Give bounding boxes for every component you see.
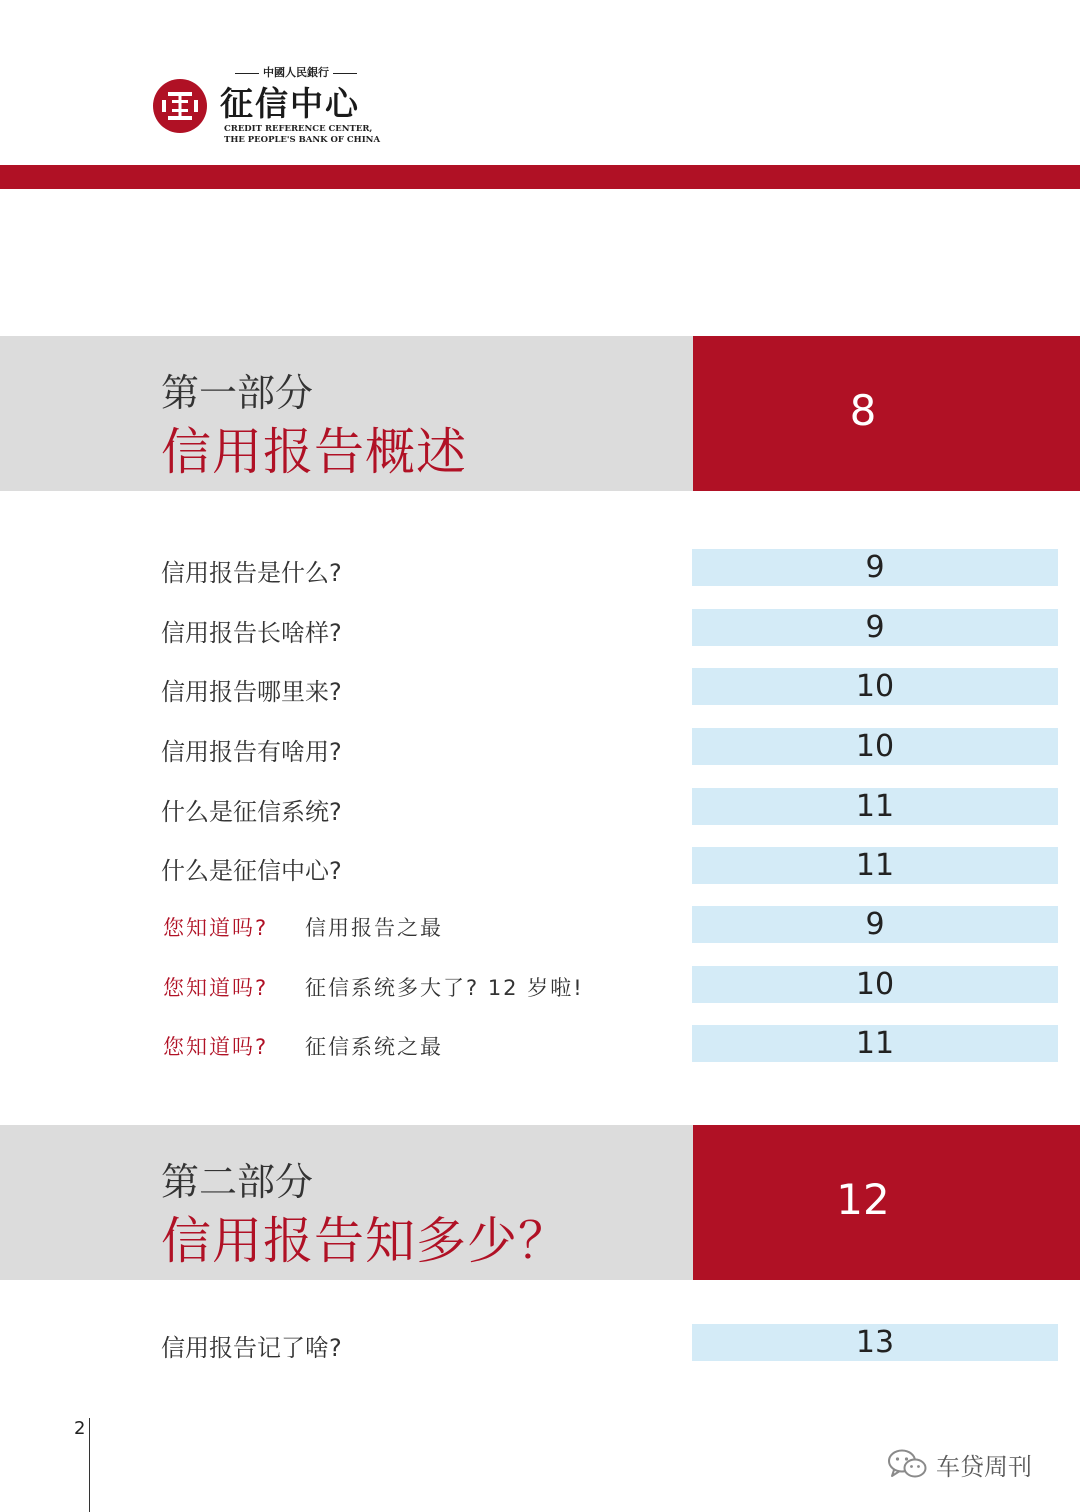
- toc-row-label: 信用报告之最: [305, 916, 443, 940]
- watermark: [886, 1446, 1032, 1482]
- toc-row-page: 11: [692, 847, 1058, 884]
- toc-row-page: 9: [692, 906, 1058, 943]
- section-1-header[interactable]: [0, 336, 1080, 491]
- toc-row-label: 信用报告长啥样?: [161, 619, 342, 647]
- toc-row-label: 信用报告有啥用?: [161, 738, 342, 766]
- page-number: 2: [74, 1418, 86, 1439]
- toc-did-you-know-row-3[interactable]: [0, 1025, 1080, 1065]
- did-you-know-label: 您知道吗?: [163, 916, 269, 940]
- section-1-title: 信用报告概述: [161, 423, 467, 481]
- wechat-icon: [886, 1447, 928, 1481]
- credit-center-logo-icon: [152, 78, 208, 134]
- toc-row-label: 征信系统多大了? 12 岁啦!: [305, 976, 584, 1000]
- logo: [152, 62, 382, 152]
- toc-row-page: 11: [692, 788, 1058, 825]
- toc-row-1-5[interactable]: [0, 788, 1080, 828]
- toc-row-label: 信用报告记了啥?: [161, 1334, 342, 1362]
- section-2-part-label: 第二部分: [161, 1160, 314, 1204]
- toc-did-you-know-row-1[interactable]: [0, 906, 1080, 946]
- section-2-title: 信用报告知多少？: [161, 1212, 569, 1270]
- toc-row-label: 什么是征信中心?: [161, 857, 342, 885]
- toc-row-label: 征信系统之最: [305, 1035, 443, 1059]
- toc-row-1-4[interactable]: [0, 728, 1080, 768]
- toc-row-1-3[interactable]: [0, 668, 1080, 708]
- logo-org-name: 中國人民銀行: [222, 64, 370, 80]
- toc-row-page: 9: [692, 549, 1058, 586]
- toc-row-1-1[interactable]: [0, 549, 1080, 589]
- watermark-text: 车贷周刊: [936, 1452, 1032, 1481]
- toc-row-page: 10: [692, 966, 1058, 1003]
- section-1-part-label: 第一部分: [161, 371, 314, 415]
- footer-divider: [89, 1418, 90, 1512]
- toc-did-you-know-row-2[interactable]: [0, 966, 1080, 1006]
- header-red-bar: [0, 165, 1080, 189]
- logo-english-line-1: CREDIT REFERENCE CENTER,: [224, 124, 373, 134]
- toc-row-label: 信用报告是什么?: [161, 559, 342, 587]
- toc-row-label: 什么是征信系统?: [161, 798, 342, 826]
- toc-row-page: 13: [692, 1324, 1058, 1361]
- section-2-header[interactable]: [0, 1125, 1080, 1280]
- toc-row-page: 10: [692, 668, 1058, 705]
- logo-title: 征信中心: [220, 84, 360, 123]
- toc-row-page: 10: [692, 728, 1058, 765]
- section-2-page-number: 12: [836, 1175, 890, 1224]
- logo-english-name: [224, 124, 380, 146]
- toc-row-2-1[interactable]: [0, 1324, 1080, 1364]
- toc-row-1-6[interactable]: [0, 847, 1080, 887]
- toc-row-label: 信用报告哪里来?: [161, 678, 342, 706]
- section-1-page-number: 8: [849, 386, 877, 435]
- toc-row-page: 11: [692, 1025, 1058, 1062]
- toc-row-page: 9: [692, 609, 1058, 646]
- toc-row-1-2[interactable]: [0, 609, 1080, 649]
- did-you-know-label: 您知道吗?: [163, 976, 269, 1000]
- logo-english-line-2: THE PEOPLE'S BANK OF CHINA: [224, 135, 381, 145]
- did-you-know-label: 您知道吗?: [163, 1035, 269, 1059]
